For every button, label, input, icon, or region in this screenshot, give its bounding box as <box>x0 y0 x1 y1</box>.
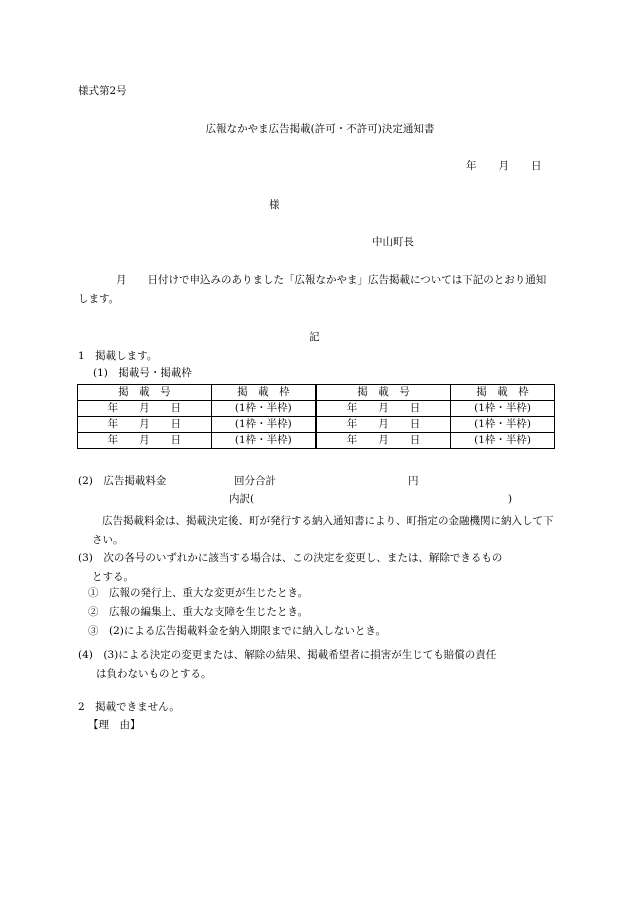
date-month: 月 <box>498 160 509 172</box>
issuer: 中山町長 <box>372 236 414 248</box>
breakdown-open: 内訳( <box>229 493 255 505</box>
table-cell: (1枠・半枠) <box>451 417 555 433</box>
table-header: 掲 載 枠 <box>211 385 316 401</box>
table-cell: 年 月 日 <box>78 401 212 417</box>
list-item: ③ (2)による広告掲載料金を納入期限までに納入しないとき。 <box>88 625 386 637</box>
table-cell: 年 月 日 <box>316 433 451 449</box>
reason-label: 【理 由】 <box>88 719 141 731</box>
section1-sub3 <box>78 549 556 587</box>
table-header: 掲 載 号 <box>316 385 451 401</box>
list-item: ① 広報の発行上、重大な変更が生じたとき。 <box>88 587 309 599</box>
table-cell: 年 月 日 <box>78 433 212 449</box>
table-cell: (1枠・半枠) <box>211 401 316 417</box>
payment-note: 広告掲載料金は、掲載決定後、町が発行する納入通知書により、町指定の金融機関に納入して下さい。 <box>92 515 554 546</box>
section1-heading: 1 掲載します。 <box>78 350 158 362</box>
section2-heading: 2 掲載できません。 <box>78 701 180 713</box>
table-header: 掲 載 号 <box>78 385 212 401</box>
ki-heading: 記 <box>309 331 320 343</box>
sub3-line2: とする。 <box>92 571 134 583</box>
date-line <box>466 160 542 174</box>
breakdown-close: ) <box>508 493 513 505</box>
section1-sub4 <box>78 646 556 684</box>
form-number: 様式第2号 <box>78 85 127 97</box>
fee-unit: 円 <box>408 475 419 487</box>
sub4-line1: (4) (3)による決定の変更または、解除の結果、掲載希望者に損害が生じても賠償の責任 <box>78 649 497 661</box>
fee-count-label: 回分合計 <box>234 475 276 487</box>
placement-table <box>77 384 555 449</box>
fee-breakdown <box>229 493 513 507</box>
table-cell: 年 月 日 <box>316 401 451 417</box>
table-row <box>78 401 555 417</box>
table-cell: (1枠・半枠) <box>451 433 555 449</box>
table-cell: (1枠・半枠) <box>211 417 316 433</box>
fee-label: (2) 広告掲載料金 <box>78 475 167 487</box>
table-header: 掲 載 枠 <box>451 385 555 401</box>
list-item: ② 広報の編集上、重大な支障を生じたとき。 <box>88 606 309 618</box>
date-day: 日 <box>531 160 542 172</box>
sub4-line2: は負わないものとする。 <box>96 668 212 680</box>
table-row <box>78 417 555 433</box>
addressee: 様 <box>269 199 280 211</box>
table-cell: 年 月 日 <box>78 417 212 433</box>
intro-paragraph: 月 日付けで申込みのありました「広報なかやま」広告掲載については下記のとおり通知します。 <box>78 274 547 305</box>
table-cell: (1枠・半枠) <box>451 401 555 417</box>
sub3-line1: (3) 次の各号のいずれかに該当する場合は、この決定を変更し、または、解除できるもの <box>78 552 503 564</box>
section1-sub1: (1) 掲載号・掲載枠 <box>93 367 192 379</box>
table-cell: (1枠・半枠) <box>211 433 316 449</box>
date-year: 年 <box>466 160 477 172</box>
table-header-row <box>78 385 555 401</box>
table-cell: 年 月 日 <box>316 417 451 433</box>
fee-line <box>78 475 419 489</box>
table-row <box>78 433 555 449</box>
document-title: 広報なかやま広告掲載(許可・不許可)決定通知書 <box>205 123 435 135</box>
